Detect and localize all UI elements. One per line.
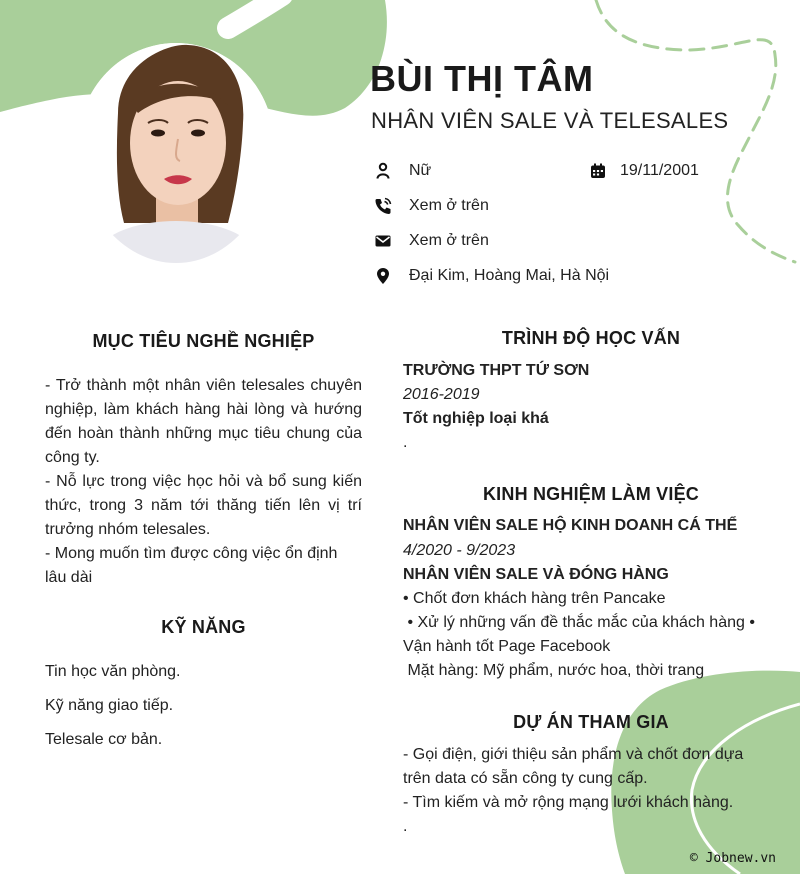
school-name: TRƯỜNG THPT TỨ SƠN: [403, 362, 590, 379]
gender-value: Nữ: [409, 162, 432, 179]
project-line: - Gọi điện, giới thiệu sản phẩm và chốt đơn dựa: [403, 746, 744, 763]
skills-title: KỸ NĂNG: [161, 617, 246, 637]
education-result: Tốt nghiệp loại khá: [403, 410, 549, 427]
project-line: - Tìm kiếm và mở rộng mạng lưới khách hàng.: [403, 794, 734, 811]
project-line: trên data có sẵn công ty cung cấp.: [403, 770, 648, 787]
skill-item: Kỹ năng giao tiếp.: [45, 697, 174, 714]
phone-value: Xem ở trên: [409, 197, 489, 214]
objective-text: [45, 374, 362, 590]
education-note: .: [403, 434, 408, 451]
info-email: [374, 232, 489, 250]
skill-item: Telesale cơ bản.: [45, 731, 163, 748]
footer-copyright: © Jobnew.vn: [689, 851, 776, 866]
candidate-name: BÙI THỊ TÂM: [370, 58, 594, 99]
education-title: TRÌNH ĐỘ HỌC VẤN: [501, 328, 681, 348]
experience-line: Mặt hàng: Mỹ phẩm, nước hoa, thời trang: [403, 662, 705, 679]
address-value: Đại Kim, Hoàng Mai, Hà Nội: [409, 267, 610, 284]
job-title: NHÂN VIÊN SALE VÀ TELESALES: [371, 108, 729, 133]
birthdate-value: 19/11/2001: [620, 162, 699, 179]
person-icon: [374, 162, 392, 180]
objective-title: MỤC TIÊU NGHỀ NGHIỆP: [92, 331, 315, 351]
experience-position: NHÂN VIÊN SALE VÀ ĐÓNG HÀNG: [403, 566, 669, 583]
calendar-icon: [589, 162, 607, 180]
phone-icon: [374, 197, 392, 215]
info-phone: [374, 197, 489, 215]
objective-paragraph: - Mong muốn tìm được công việc ổn định lâu dài: [45, 545, 338, 586]
projects-title: DỰ ÁN THAM GIA: [513, 712, 669, 732]
skill-item: Tin học văn phòng.: [45, 663, 181, 680]
experience-title: KINH NGHIỆM LÀM VIỆC: [482, 484, 699, 504]
objective-paragraph: - Trở thành một nhân viên telesales chuyên nghiệp, làm khách hàng hài lòng và hướng đến hoàn thành những mục tiêu chung của công ty.: [45, 377, 362, 466]
email-value: Xem ở trên: [409, 232, 489, 249]
experience-company: NHÂN VIÊN SALE HỘ KINH DOANH CÁ THỂ: [403, 517, 738, 534]
info-gender: [374, 162, 431, 180]
email-icon: [374, 232, 392, 250]
experience-period: 4/2020 - 9/2023: [403, 542, 516, 559]
education-period: 2016-2019: [403, 386, 480, 403]
info-birthdate: [589, 162, 699, 180]
location-pin-icon: [374, 267, 392, 285]
objective-paragraph: - Nỗ lực trong việc học hỏi và bổ sung kiến thức, trong 3 năm tới thăng tiến lên vị trí trưởng nhóm telesales.: [45, 473, 362, 538]
experience-line: • Chốt đơn khách hàng trên Pancake: [403, 590, 666, 607]
info-address: [374, 267, 609, 285]
experience-line: Vận hành tốt Page Facebook: [403, 638, 611, 655]
project-line: .: [403, 818, 408, 835]
experience-line: • Xử lý những vấn đề thắc mắc của khách hàng •: [403, 614, 755, 631]
